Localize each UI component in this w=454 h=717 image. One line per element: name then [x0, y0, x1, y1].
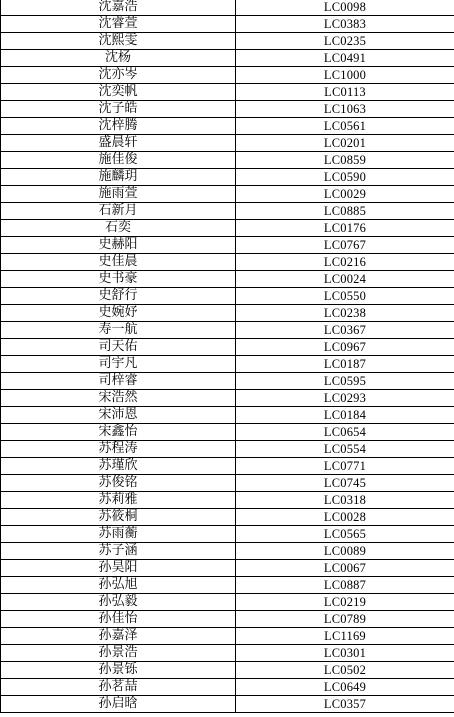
code-cell[interactable]: LC0235 — [236, 33, 454, 50]
name-cell[interactable]: 沈杨 — [1, 50, 236, 67]
code-cell[interactable]: LC0554 — [236, 441, 454, 458]
code-cell[interactable]: LC0293 — [236, 390, 454, 407]
table-row — [1, 118, 454, 135]
name-cell[interactable]: 宋鑫怡 — [1, 424, 236, 441]
code-cell[interactable]: LC0745 — [236, 475, 454, 492]
code-cell[interactable]: LC0767 — [236, 237, 454, 254]
code-cell[interactable]: LC0887 — [236, 577, 454, 594]
table-row — [1, 152, 454, 169]
table-row — [1, 577, 454, 594]
code-cell[interactable]: LC0219 — [236, 594, 454, 611]
table-row — [1, 492, 454, 509]
code-cell[interactable]: LC0216 — [236, 254, 454, 271]
code-cell[interactable]: LC0649 — [236, 679, 454, 696]
table-row — [1, 662, 454, 679]
table-row — [1, 645, 454, 662]
name-cell[interactable]: 石新月 — [1, 203, 236, 220]
code-cell[interactable]: LC0550 — [236, 288, 454, 305]
name-cell[interactable]: 宋浩然 — [1, 390, 236, 407]
table-row — [1, 543, 454, 560]
code-cell[interactable]: LC0367 — [236, 322, 454, 339]
code-cell[interactable]: LC0565 — [236, 526, 454, 543]
code-cell[interactable]: LC0028 — [236, 509, 454, 526]
name-cell[interactable]: 苏子涵 — [1, 543, 236, 560]
code-cell[interactable]: LC0067 — [236, 560, 454, 577]
name-cell[interactable]: 沈熙雯 — [1, 33, 236, 50]
table-row — [1, 322, 454, 339]
name-cell[interactable]: 史书豪 — [1, 271, 236, 288]
code-cell[interactable]: LC0771 — [236, 458, 454, 475]
table-row — [1, 288, 454, 305]
code-cell[interactable]: LC0113 — [236, 84, 454, 101]
table-row — [1, 33, 454, 50]
table-row — [1, 271, 454, 288]
name-cell[interactable]: 孙昊阳 — [1, 560, 236, 577]
table-row — [1, 628, 454, 645]
name-cell[interactable]: 孙弘毅 — [1, 594, 236, 611]
name-cell[interactable]: 寿一航 — [1, 322, 236, 339]
name-cell[interactable]: 史舒行 — [1, 288, 236, 305]
table-row — [1, 135, 454, 152]
name-cell[interactable]: 孙景铄 — [1, 662, 236, 679]
name-cell[interactable]: 施麟玥 — [1, 169, 236, 186]
name-cell[interactable]: 苏程涛 — [1, 441, 236, 458]
table-row — [1, 169, 454, 186]
table-row — [1, 560, 454, 577]
code-cell[interactable]: LC1000 — [236, 67, 454, 84]
table-row — [1, 84, 454, 101]
code-cell[interactable]: LC0089 — [236, 543, 454, 560]
name-cell[interactable]: 司天佑 — [1, 339, 236, 356]
table-row — [1, 679, 454, 696]
table-row — [1, 407, 454, 424]
name-cell[interactable]: 孙启晗 — [1, 696, 236, 713]
code-cell[interactable]: LC0187 — [236, 356, 454, 373]
table-row — [1, 101, 454, 118]
name-cell[interactable]: 施佳俊 — [1, 152, 236, 169]
code-cell[interactable]: LC0967 — [236, 339, 454, 356]
name-cell[interactable]: 史婉妤 — [1, 305, 236, 322]
code-cell[interactable]: LC0590 — [236, 169, 454, 186]
name-cell[interactable]: 苏莉雅 — [1, 492, 236, 509]
name-cell[interactable]: 沈亦岑 — [1, 67, 236, 84]
table-row — [1, 424, 454, 441]
name-cell[interactable]: 孙茗喆 — [1, 679, 236, 696]
code-cell[interactable]: LC0561 — [236, 118, 454, 135]
table-body — [1, 0, 454, 713]
name-cell[interactable]: 宋沛恩 — [1, 407, 236, 424]
code-cell[interactable]: LC0318 — [236, 492, 454, 509]
name-cell[interactable]: 沈睿萱 — [1, 16, 236, 33]
name-cell[interactable]: 施雨萱 — [1, 186, 236, 203]
code-cell[interactable]: LC0502 — [236, 662, 454, 679]
name-cell[interactable]: 沈奕帆 — [1, 84, 236, 101]
name-cell[interactable]: 史赫阳 — [1, 237, 236, 254]
code-cell[interactable]: LC1169 — [236, 628, 454, 645]
name-cell[interactable]: 苏筱桐 — [1, 509, 236, 526]
table-row — [1, 16, 454, 33]
table-row — [1, 458, 454, 475]
name-cell[interactable]: 史佳晨 — [1, 254, 236, 271]
name-cell[interactable]: 孙嘉泽 — [1, 628, 236, 645]
name-cell[interactable]: 沈梓腾 — [1, 118, 236, 135]
code-cell[interactable]: LC0184 — [236, 407, 454, 424]
table-row — [1, 509, 454, 526]
table-row — [1, 220, 454, 237]
code-cell[interactable]: LC0357 — [236, 696, 454, 713]
table-row — [1, 305, 454, 322]
name-cell[interactable]: 孙佳怡 — [1, 611, 236, 628]
table-row — [1, 594, 454, 611]
code-cell[interactable]: LC0885 — [236, 203, 454, 220]
table-row — [1, 254, 454, 271]
table-row — [1, 50, 454, 67]
code-cell[interactable]: LC0654 — [236, 424, 454, 441]
name-cell[interactable]: 盛晨轩 — [1, 135, 236, 152]
code-cell[interactable]: LC0098 — [236, 0, 454, 16]
code-cell[interactable]: LC0238 — [236, 305, 454, 322]
code-cell[interactable]: LC0595 — [236, 373, 454, 390]
table-row — [1, 186, 454, 203]
table-row — [1, 203, 454, 220]
table-row — [1, 0, 454, 16]
name-cell[interactable]: 沈子皓 — [1, 101, 236, 118]
name-cell[interactable]: 孙弘旭 — [1, 577, 236, 594]
table-row — [1, 526, 454, 543]
code-cell[interactable]: LC0301 — [236, 645, 454, 662]
code-cell[interactable]: LC1063 — [236, 101, 454, 118]
table-row — [1, 611, 454, 628]
code-cell[interactable]: LC0201 — [236, 135, 454, 152]
name-cell[interactable]: 苏雨蘅 — [1, 526, 236, 543]
code-cell[interactable]: LC0029 — [236, 186, 454, 203]
name-cell[interactable]: 司宇凡 — [1, 356, 236, 373]
code-cell[interactable]: LC0383 — [236, 16, 454, 33]
table-row — [1, 441, 454, 458]
table-row — [1, 373, 454, 390]
table-row — [1, 237, 454, 254]
name-cell[interactable]: 石奕 — [1, 220, 236, 237]
table-row — [1, 356, 454, 373]
name-cell[interactable]: 司梓睿 — [1, 373, 236, 390]
code-cell[interactable]: LC0789 — [236, 611, 454, 628]
code-cell[interactable]: LC0176 — [236, 220, 454, 237]
table-row — [1, 339, 454, 356]
table-row — [1, 67, 454, 84]
name-cell[interactable]: 苏俊铭 — [1, 475, 236, 492]
name-cell[interactable]: 苏瑾欣 — [1, 458, 236, 475]
code-cell[interactable]: LC0491 — [236, 50, 454, 67]
name-cell[interactable]: 孙景浩 — [1, 645, 236, 662]
table-row — [1, 390, 454, 407]
table-row — [1, 475, 454, 492]
code-cell[interactable]: LC0859 — [236, 152, 454, 169]
table-row — [1, 696, 454, 713]
name-cell[interactable]: 沈嘉浩 — [1, 0, 236, 16]
code-cell[interactable]: LC0024 — [236, 271, 454, 288]
